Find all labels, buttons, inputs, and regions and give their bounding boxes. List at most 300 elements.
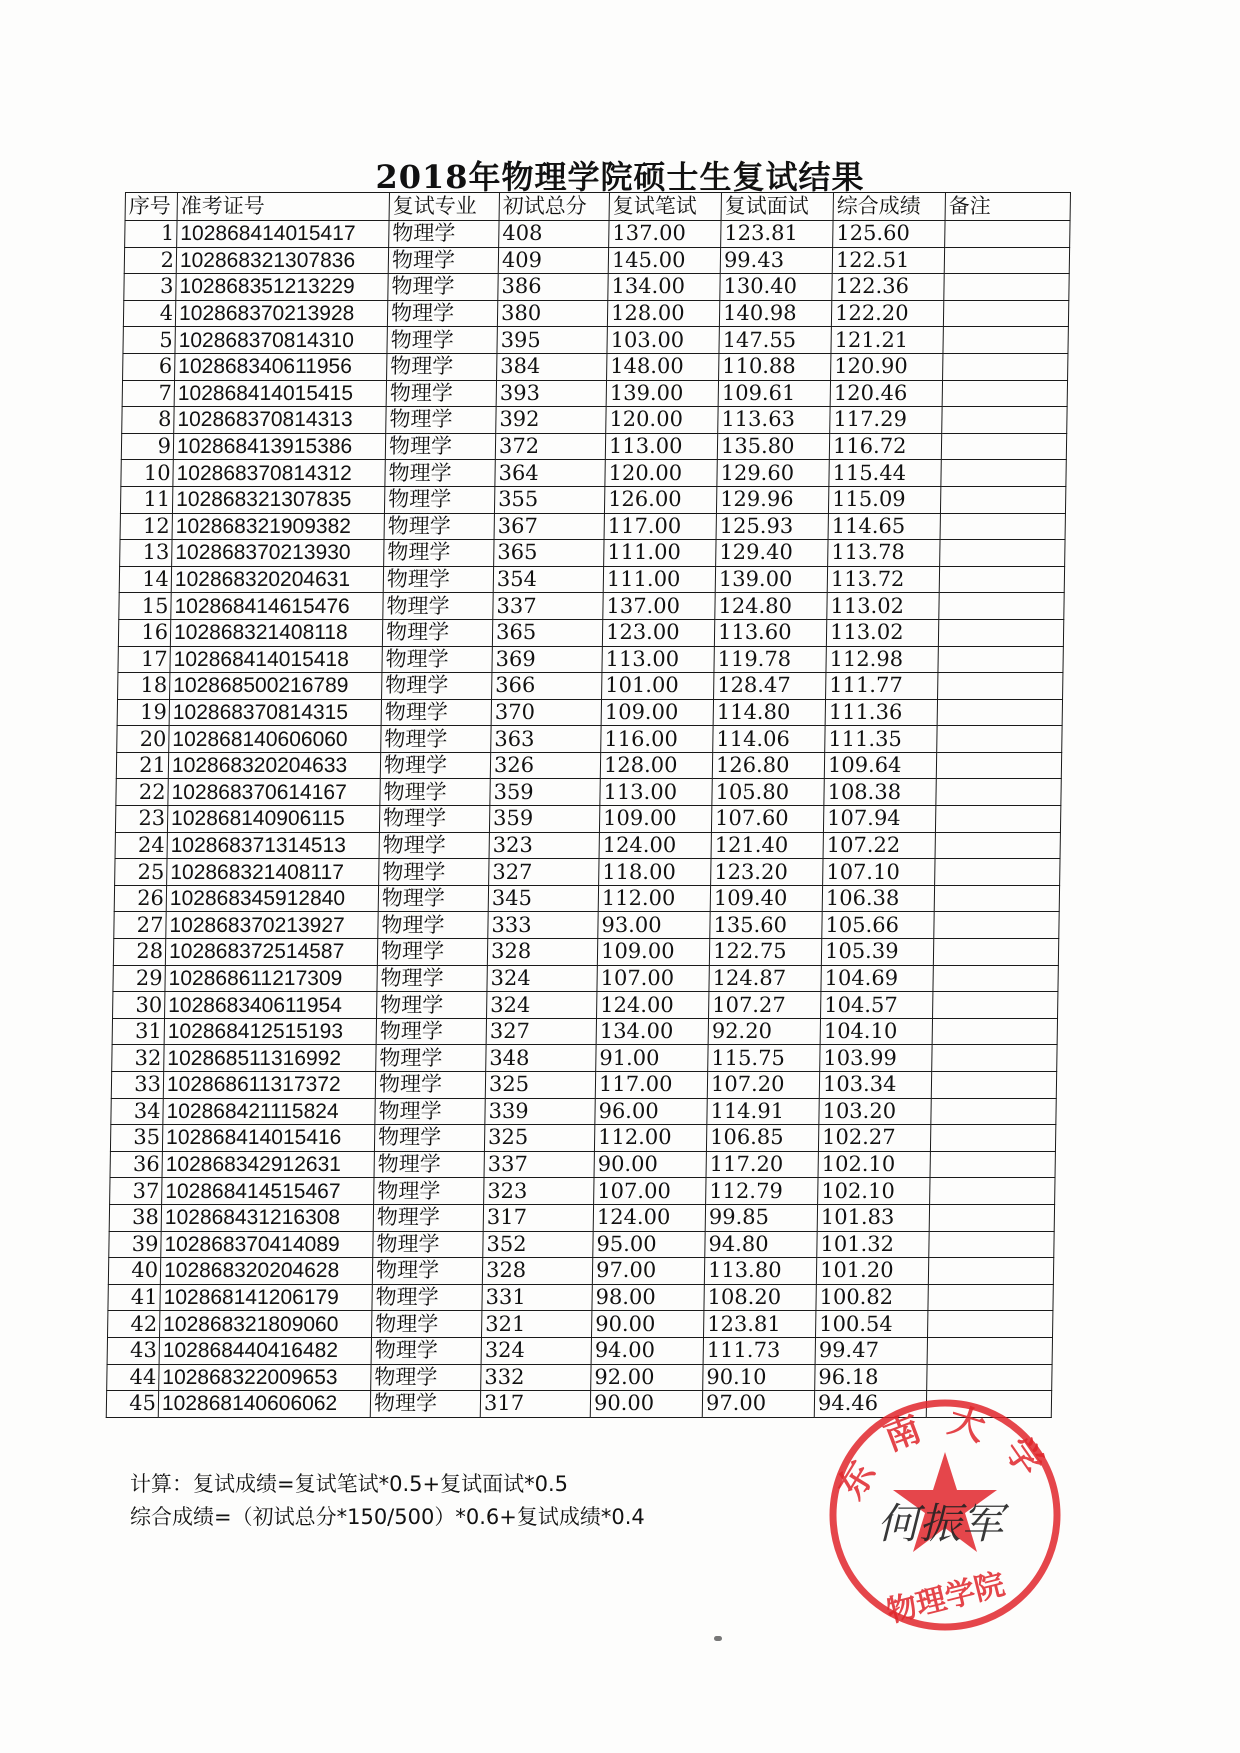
cell-exam-id: 102868351213229 (176, 274, 388, 301)
cell-major: 物理学 (371, 1337, 481, 1364)
cell-initial-total: 333 (488, 912, 598, 939)
cell-remarks (940, 540, 1065, 567)
cell-interview: 113.80 (704, 1258, 816, 1285)
table-row (117, 726, 1062, 753)
cell-seq: 41 (108, 1284, 160, 1311)
cell-seq: 29 (113, 965, 165, 992)
cell-exam-id: 102868421115824 (163, 1098, 375, 1125)
cell-remarks (942, 407, 1067, 434)
cell-exam-id: 102868321408117 (167, 859, 379, 886)
cell-composite: 101.32 (817, 1231, 929, 1258)
cell-seq: 27 (114, 912, 166, 939)
cell-initial-total: 367 (494, 513, 604, 540)
table-row (123, 353, 1068, 380)
cell-remarks (932, 1045, 1057, 1072)
cell-initial-total: 327 (489, 859, 599, 886)
cell-exam-id: 102868440416482 (159, 1337, 371, 1364)
cell-initial-total: 331 (482, 1284, 592, 1311)
cell-exam-id: 102868370213927 (166, 912, 378, 939)
cell-composite: 96.18 (815, 1364, 927, 1391)
cell-composite: 100.82 (816, 1284, 928, 1311)
cell-seq: 32 (112, 1045, 164, 1072)
seal-text-bottom: 物理学院 (883, 1566, 1009, 1630)
table-row (112, 1045, 1057, 1072)
cell-composite: 122.20 (831, 300, 943, 327)
cell-major: 物理学 (388, 247, 498, 274)
cell-major: 物理学 (372, 1284, 482, 1311)
cell-composite: 122.36 (832, 274, 944, 301)
cell-seq: 21 (116, 752, 168, 779)
cell-interview: 124.87 (709, 965, 821, 992)
cell-seq: 35 (110, 1125, 162, 1152)
cell-major: 物理学 (378, 885, 488, 912)
cell-initial-total: 337 (484, 1151, 594, 1178)
cell-major: 物理学 (384, 540, 494, 567)
cell-interview: 109.40 (710, 885, 822, 912)
cell-seq: 31 (112, 1018, 164, 1045)
cell-written: 111.00 (604, 540, 716, 567)
cell-composite: 122.51 (832, 247, 944, 274)
cell-remarks (929, 1204, 1054, 1231)
cell-remarks (936, 779, 1061, 806)
cell-exam-id: 102868140606060 (169, 726, 381, 753)
cell-seq: 19 (117, 699, 169, 726)
cell-initial-total: 363 (491, 726, 601, 753)
cell-exam-id: 102868340611956 (175, 353, 387, 380)
table-row (115, 806, 1060, 833)
cell-composite: 115.09 (828, 486, 940, 513)
cell-remarks (941, 433, 1066, 460)
cell-seq: 11 (120, 486, 172, 513)
cell-interview: 99.85 (705, 1204, 817, 1231)
cell-remarks (935, 832, 1060, 859)
cell-composite: 113.02 (826, 619, 938, 646)
cell-seq: 30 (113, 992, 165, 1019)
cell-exam-id: 102868414015416 (162, 1125, 374, 1152)
cell-composite: 105.39 (821, 939, 933, 966)
formula-notes (130, 1468, 645, 1534)
cell-interview: 97.00 (702, 1391, 814, 1418)
cell-seq: 17 (118, 646, 170, 673)
cell-initial-total: 393 (496, 380, 606, 407)
cell-written: 124.00 (593, 1204, 705, 1231)
header-initial-total: 初试总分 (499, 193, 609, 221)
cell-interview: 135.80 (717, 433, 829, 460)
cell-exam-id: 102868370614167 (168, 779, 380, 806)
formula-line-retest: 计算：复试成绩=复试笔试*0.5+复试面试*0.5 (130, 1472, 568, 1496)
table-row (120, 540, 1065, 567)
cell-remarks (934, 912, 1059, 939)
cell-remarks (931, 1098, 1056, 1125)
cell-remarks (940, 513, 1065, 540)
cell-written: 128.00 (600, 752, 712, 779)
cell-major: 物理学 (386, 407, 496, 434)
cell-major: 物理学 (386, 380, 496, 407)
header-seq: 序号 (125, 193, 177, 221)
cell-initial-total: 386 (498, 274, 608, 301)
cell-initial-total: 326 (490, 752, 600, 779)
cell-major: 物理学 (384, 513, 494, 540)
cell-seq: 1 (125, 221, 177, 248)
cell-exam-id: 102868141206179 (160, 1284, 372, 1311)
cell-interview: 92.20 (708, 1018, 820, 1045)
cell-interview: 130.40 (720, 274, 832, 301)
cell-major: 物理学 (373, 1204, 483, 1231)
cell-seq: 24 (115, 832, 167, 859)
cell-remarks (945, 221, 1070, 248)
table-row (113, 939, 1058, 966)
cell-written: 124.00 (597, 992, 709, 1019)
cell-seq: 12 (120, 513, 172, 540)
official-seal (820, 1390, 1070, 1640)
cell-remarks (930, 1178, 1055, 1205)
cell-written: 90.00 (590, 1391, 702, 1418)
cell-seq: 42 (108, 1311, 160, 1338)
cell-seq: 33 (111, 1072, 163, 1099)
cell-interview: 129.40 (716, 540, 828, 567)
cell-exam-id: 102868500216789 (170, 673, 382, 700)
cell-composite: 120.90 (831, 353, 943, 380)
cell-exam-id: 102868412515193 (164, 1018, 376, 1045)
header-written: 复试笔试 (609, 193, 721, 221)
cell-initial-total: 325 (485, 1072, 595, 1099)
table-row (114, 885, 1059, 912)
table-row (115, 832, 1060, 859)
cell-interview: 90.10 (703, 1364, 815, 1391)
cell-initial-total: 384 (497, 353, 607, 380)
cell-major: 物理学 (379, 832, 489, 859)
formula-line-composite: 综合成绩=（初试总分*150/500）*0.6+复试成绩*0.4 (130, 1505, 645, 1529)
table-row (115, 859, 1060, 886)
cell-composite: 117.29 (830, 407, 942, 434)
cell-major: 物理学 (389, 221, 499, 248)
cell-initial-total: 359 (490, 779, 600, 806)
cell-exam-id: 102868321909382 (172, 513, 384, 540)
cell-remarks (930, 1125, 1055, 1152)
cell-initial-total: 354 (493, 566, 603, 593)
cell-remarks (928, 1258, 1053, 1285)
cell-seq: 3 (124, 274, 176, 301)
cell-major: 物理学 (381, 699, 491, 726)
cell-written: 109.00 (597, 939, 709, 966)
table-row (109, 1204, 1054, 1231)
cell-composite: 100.54 (816, 1311, 928, 1338)
cell-major: 物理学 (379, 859, 489, 886)
scan-speck (714, 1636, 722, 1641)
cell-composite: 103.20 (819, 1098, 931, 1125)
cell-remarks (944, 247, 1069, 274)
cell-remarks (937, 726, 1062, 753)
cell-composite: 94.46 (814, 1391, 926, 1418)
cell-remarks (928, 1284, 1053, 1311)
cell-composite: 125.60 (833, 221, 945, 248)
table-row (111, 1098, 1056, 1125)
cell-composite: 104.57 (821, 992, 933, 1019)
cell-major: 物理学 (382, 619, 492, 646)
table-row (118, 619, 1063, 646)
cell-written: 134.00 (608, 274, 720, 301)
cell-interview: 121.40 (711, 832, 823, 859)
cell-initial-total: 365 (494, 540, 604, 567)
cell-remarks (928, 1311, 1053, 1338)
cell-initial-total: 327 (486, 1018, 596, 1045)
table-row (116, 779, 1061, 806)
cell-remarks (938, 619, 1063, 646)
cell-major: 物理学 (374, 1125, 484, 1152)
cell-interview: 114.06 (713, 726, 825, 753)
table-row (108, 1311, 1053, 1338)
cell-interview: 129.96 (716, 486, 828, 513)
cell-written: 103.00 (607, 327, 719, 354)
cell-composite: 102.10 (818, 1151, 930, 1178)
cell-seq: 8 (122, 407, 174, 434)
cell-composite: 111.77 (826, 673, 938, 700)
cell-remarks (938, 673, 1063, 700)
cell-major: 物理学 (377, 939, 487, 966)
cell-remarks (943, 353, 1068, 380)
cell-exam-id: 102868320204628 (160, 1258, 372, 1285)
table-row (123, 300, 1068, 327)
cell-seq: 18 (118, 673, 170, 700)
cell-major: 物理学 (387, 353, 497, 380)
cell-remarks (932, 1018, 1057, 1045)
cell-initial-total: 392 (496, 407, 606, 434)
cell-major: 物理学 (380, 779, 490, 806)
cell-initial-total: 317 (483, 1204, 593, 1231)
cell-exam-id: 102868321809060 (160, 1311, 372, 1338)
cell-interview: 125.93 (716, 513, 828, 540)
cell-written: 124.00 (599, 832, 711, 859)
cell-major: 物理学 (372, 1258, 482, 1285)
cell-initial-total: 332 (481, 1364, 591, 1391)
cell-written: 101.00 (602, 673, 714, 700)
cell-seq: 20 (117, 726, 169, 753)
cell-composite: 103.99 (820, 1045, 932, 1072)
cell-written: 112.00 (594, 1125, 706, 1152)
cell-interview: 124.80 (715, 593, 827, 620)
cell-initial-total: 359 (489, 806, 599, 833)
cell-initial-total: 345 (488, 885, 598, 912)
cell-written: 126.00 (604, 486, 716, 513)
cell-composite: 107.22 (823, 832, 935, 859)
cell-exam-id: 102868320204631 (171, 566, 383, 593)
cell-major: 物理学 (374, 1151, 484, 1178)
cell-written: 97.00 (592, 1258, 704, 1285)
cell-exam-id: 102868370814312 (173, 460, 385, 487)
cell-major: 物理学 (370, 1391, 480, 1418)
cell-interview: 112.79 (706, 1178, 818, 1205)
document-title: 2018年物理学院硕士生复试结果 (375, 158, 865, 196)
cell-seq: 5 (123, 327, 175, 354)
cell-exam-id: 102868370213930 (172, 540, 384, 567)
cell-remarks (939, 593, 1064, 620)
cell-interview: 129.60 (717, 460, 829, 487)
cell-initial-total: 328 (487, 939, 597, 966)
cell-remarks (935, 859, 1060, 886)
cell-written: 98.00 (592, 1284, 704, 1311)
cell-exam-id: 102868414015415 (174, 380, 386, 407)
cell-written: 148.00 (607, 353, 719, 380)
cell-interview: 119.78 (714, 646, 826, 673)
cell-remarks (942, 380, 1067, 407)
cell-major: 物理学 (372, 1311, 482, 1338)
cell-seq: 16 (118, 619, 170, 646)
cell-interview: 139.00 (715, 566, 827, 593)
cell-written: 118.00 (599, 859, 711, 886)
table-row (113, 992, 1058, 1019)
cell-written: 92.00 (591, 1364, 703, 1391)
cell-written: 113.00 (602, 646, 714, 673)
cell-seq: 37 (110, 1178, 162, 1205)
table-row (107, 1364, 1052, 1391)
cell-exam-id: 102868370814313 (174, 407, 386, 434)
cell-seq: 6 (123, 353, 175, 380)
cell-initial-total: 324 (481, 1337, 591, 1364)
cell-written: 107.00 (594, 1178, 706, 1205)
table-row (118, 673, 1063, 700)
cell-seq: 26 (114, 885, 166, 912)
cell-major: 物理学 (382, 673, 492, 700)
cell-exam-id: 102868140906115 (167, 806, 379, 833)
cell-composite: 107.10 (823, 859, 935, 886)
cell-initial-total: 409 (498, 247, 608, 274)
cell-exam-id: 102868340611954 (165, 992, 377, 1019)
cell-written: 137.00 (603, 593, 715, 620)
cell-written: 94.00 (591, 1337, 703, 1364)
cell-exam-id: 102868414515467 (162, 1178, 374, 1205)
cell-exam-id: 102868414615476 (171, 593, 383, 620)
cell-written: 117.00 (595, 1072, 707, 1099)
cell-interview: 94.80 (705, 1231, 817, 1258)
table-row (123, 327, 1068, 354)
cell-written: 90.00 (592, 1311, 704, 1338)
cell-exam-id: 102868611217309 (165, 965, 377, 992)
cell-composite: 102.27 (818, 1125, 930, 1152)
table-row (111, 1072, 1056, 1099)
cell-major: 物理学 (381, 726, 491, 753)
cell-interview: 135.60 (710, 912, 822, 939)
cell-exam-id: 102868611317372 (163, 1072, 375, 1099)
cell-major: 物理学 (373, 1231, 483, 1258)
cell-seq: 40 (108, 1258, 160, 1285)
table-row (124, 247, 1069, 274)
cell-interview: 123.81 (721, 221, 833, 248)
header-major: 复试专业 (389, 193, 499, 221)
cell-composite: 108.38 (824, 779, 936, 806)
table-body (106, 221, 1070, 1418)
table-row (112, 1018, 1057, 1045)
cell-remarks (931, 1072, 1056, 1099)
cell-composite: 105.66 (822, 912, 934, 939)
cell-composite: 107.94 (823, 806, 935, 833)
table-row (109, 1231, 1054, 1258)
cell-interview: 113.60 (714, 619, 826, 646)
cell-interview: 113.63 (718, 407, 830, 434)
table-row (114, 912, 1059, 939)
cell-seq: 45 (106, 1391, 158, 1418)
cell-seq: 7 (122, 380, 174, 407)
table-header-row (125, 193, 1070, 221)
cell-interview: 107.20 (707, 1072, 819, 1099)
cell-remarks (933, 992, 1058, 1019)
cell-exam-id: 102868140606062 (158, 1391, 370, 1418)
cell-exam-id: 102868320204633 (168, 752, 380, 779)
cell-seq: 36 (110, 1151, 162, 1178)
cell-major: 物理学 (377, 965, 487, 992)
seal-text-top: 东南大学 (830, 1399, 1063, 1507)
cell-interview: 140.98 (719, 300, 831, 327)
cell-initial-total: 323 (484, 1178, 594, 1205)
cell-exam-id: 102868511316992 (164, 1045, 376, 1072)
header-remarks: 备注 (945, 193, 1070, 221)
cell-written: 113.00 (600, 779, 712, 806)
cell-composite: 103.34 (819, 1072, 931, 1099)
table-row (121, 460, 1066, 487)
cell-major: 物理学 (375, 1072, 485, 1099)
cell-remarks (943, 327, 1068, 354)
cell-initial-total: 369 (492, 646, 602, 673)
cell-interview: 105.80 (712, 779, 824, 806)
header-interview: 复试面试 (721, 193, 833, 221)
table-row (110, 1125, 1055, 1152)
table-row (121, 433, 1066, 460)
cell-major: 物理学 (385, 460, 495, 487)
table-row (110, 1151, 1055, 1178)
cell-interview: 107.60 (711, 806, 823, 833)
results-table (106, 192, 1071, 1418)
cell-interview: 122.75 (709, 939, 821, 966)
cell-major: 物理学 (380, 752, 490, 779)
table-row (122, 380, 1067, 407)
cell-written: 90.00 (594, 1151, 706, 1178)
cell-composite: 121.21 (831, 327, 943, 354)
cell-interview: 128.47 (714, 673, 826, 700)
cell-major: 物理学 (388, 274, 498, 301)
cell-seq: 39 (109, 1231, 161, 1258)
cell-written: 109.00 (601, 699, 713, 726)
cell-written: 117.00 (604, 513, 716, 540)
cell-exam-id: 102868370414089 (161, 1231, 373, 1258)
cell-exam-id: 102868414015418 (170, 646, 382, 673)
cell-interview: 108.20 (704, 1284, 816, 1311)
cell-remarks (943, 300, 1068, 327)
cell-exam-id: 102868322009653 (159, 1364, 371, 1391)
cell-exam-id: 102868370213928 (175, 300, 387, 327)
cell-interview: 114.91 (707, 1098, 819, 1125)
cell-composite: 116.72 (829, 433, 941, 460)
cell-exam-id: 102868370814310 (175, 327, 387, 354)
cell-initial-total: 408 (499, 221, 609, 248)
table-row (124, 274, 1069, 301)
cell-written: 116.00 (601, 726, 713, 753)
cell-initial-total: 323 (489, 832, 599, 859)
cell-composite: 113.02 (827, 593, 939, 620)
cell-interview: 110.88 (719, 353, 831, 380)
cell-initial-total: 321 (482, 1311, 592, 1338)
table-row (108, 1258, 1053, 1285)
cell-major: 物理学 (379, 806, 489, 833)
cell-exam-id: 102868372514587 (165, 939, 377, 966)
cell-written: 111.00 (603, 566, 715, 593)
cell-major: 物理学 (387, 327, 497, 354)
cell-composite: 115.44 (829, 460, 941, 487)
cell-seq: 10 (121, 460, 173, 487)
cell-written: 123.00 (602, 619, 714, 646)
cell-interview: 99.43 (720, 247, 832, 274)
cell-exam-id: 102868413915386 (173, 433, 385, 460)
table-row (107, 1337, 1052, 1364)
cell-written: 128.00 (607, 300, 719, 327)
